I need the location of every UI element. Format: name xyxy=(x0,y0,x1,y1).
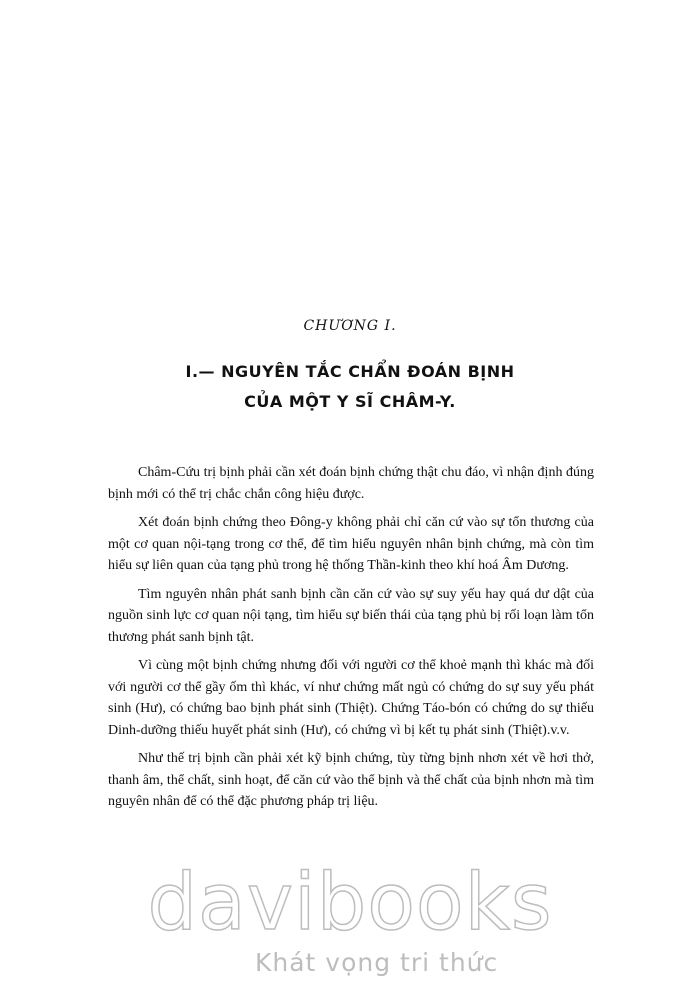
paragraph-2: Xét đoán bịnh chứng theo Đông-y không phải chỉ căn cứ vào sự tổn thương của một cơ quan nội-tạng trong cơ thể, để tìm hiểu nguyên nhân bịnh chứng, mà còn tìm hiểu sự liên quan của tạng phủ trong hệ thống Thần-kinh theo khí hoá Âm Dương. xyxy=(108,515,594,573)
paragraph-1: Châm-Cứu trị bịnh phải cần xét đoán bịnh chứng thật chu đáo, vì nhận định đúng bịnh mới có thể trị chắc chắn công hiệu được. xyxy=(108,465,594,502)
paragraph-3: Tìm nguyên nhân phát sanh bịnh cần căn cứ vào sự suy yếu hay quá dư dật của nguồn sinh lực cơ quan nội tạng, tìm hiểu sự biến thái của tạng phủ bị rối loạn làm tổn thương phát sanh bịnh tật. xyxy=(108,586,594,645)
section-title-line-1: I.— NGUYÊN TẮC CHẨN ĐOÁN BỊNH xyxy=(185,362,515,381)
paragraph-5: Như thế trị bịnh cần phải xét kỹ bịnh chứng, tùy từng bịnh nhơn xét về hơi thở, thanh âm, thể chất, sinh hoạt, để căn cứ vào thể bịnh và thể chất của bịnh nhơn mà tìm nguyên nhân để có thể đặc phương pháp trị liệu. xyxy=(108,751,594,809)
section-title-line-2: CỦA MỘT Y SĨ CHÂM-Y. xyxy=(244,392,456,411)
paragraph-4: Vì cùng một bịnh chứng nhưng đối với người cơ thể khoẻ mạnh thì khác mà đối với người cơ thể gầy ốm thì khác, ví như chứng mất ngủ có chứng do sự suy yếu phát sinh (Hư), có chứng bao bịnh phát sinh (Thiệt). Chứng Táo-bón có chứng do sự thiếu Dinh-dưỡng thiếu huyết phát sinh (Hư), có chứng vì bị kết tụ phát sinh (Thiệt).v.v. xyxy=(108,658,594,738)
body-text xyxy=(108,462,594,820)
watermark-logo: davibooks xyxy=(147,858,553,948)
chapter-heading: CHƯƠNG I. xyxy=(303,318,397,334)
watermark-tagline: Khát vọng tri thức xyxy=(255,948,499,977)
